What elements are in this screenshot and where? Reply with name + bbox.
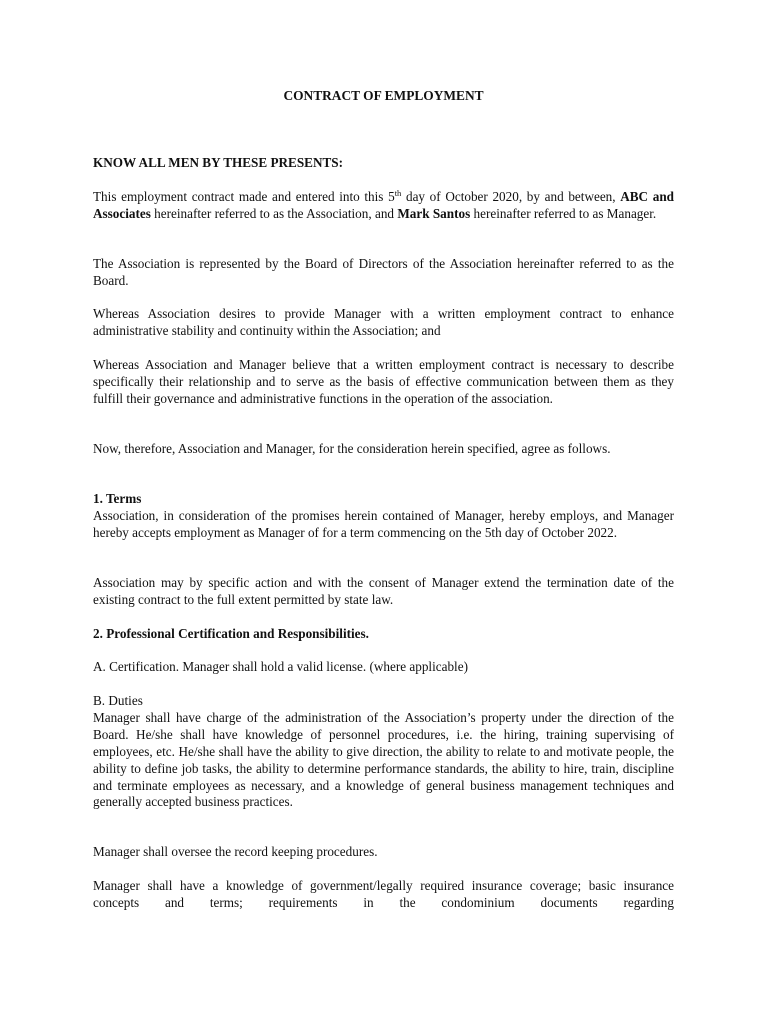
intro-part4: hereinafter referred to as Manager.: [470, 205, 657, 221]
section-terms-heading: 1. Terms: [93, 491, 142, 506]
intro-part3: hereinafter referred to as the Association, and: [150, 205, 398, 221]
intro-superscript: th: [394, 188, 402, 198]
extension-paragraph: Association may by specific action and with the consent of Manager extend the termination date of the existing contract to the full extent permitted by state law.: [93, 575, 674, 607]
therefore-paragraph: Now, therefore, Association and Manager, for the consideration herein specified, agree as follows.: [93, 441, 611, 456]
section-duties: [93, 693, 674, 811]
whereas-paragraph-2: Whereas Association and Manager believe that a written employment contract is necessary to describe specifically their relationship and to serve as the basis of effective communication between them as they fulfill their governance and administrative functions in the operation of the association.: [93, 357, 674, 406]
party-association-name: ABC and Associates: [93, 189, 674, 221]
certification-paragraph: A. Certification. Manager shall hold a valid license. (where applicable): [93, 659, 468, 674]
preamble: KNOW ALL MEN BY THESE PRESENTS:: [93, 155, 344, 170]
board-paragraph: The Association is represented by the Board of Directors of the Association hereinafter referred to as the Board.: [93, 256, 674, 288]
section-certification-heading: 2. Professional Certification and Responsibilities.: [93, 626, 369, 641]
whereas-paragraph-1: Whereas Association desires to provide Manager with a written employment contract to enhance administrative stability and continuity within the Association; and: [93, 306, 674, 338]
party-manager-name: Mark Santos: [397, 205, 471, 221]
section-terms-body: Association, in consideration of the promises herein contained of Manager, hereby employs, and Manager hereby accepts employment as Manager of for a term commencing on the 5th day of October 2022.: [93, 507, 674, 540]
record-keeping-paragraph: Manager shall oversee the record keeping procedures.: [93, 844, 378, 859]
intro-part1: This employment contract made and entered into this 5: [93, 189, 395, 204]
document-page: [93, 0, 674, 1024]
section-terms: [93, 491, 674, 542]
insurance-paragraph: Manager shall have a knowledge of government/legally required insurance coverage; basic insurance concepts and terms; requirements in the condominium documents regarding: [93, 878, 674, 910]
duties-body: Manager shall have charge of the administration of the Association’s property under the direction of the Board. He/she shall have knowledge of personnel procedures, i.e. the hiring, training supervising of employees, etc. He/she shall have the ability to give direction, the ability to relate to and motivate people, the ability to define job tasks, the ability to determine performance standards, the ability to hire, train, discipline and terminate employees as necessary, and a knowledge of general business management techniques and generally accepted business practices.: [93, 709, 674, 810]
intro-part2: day of October 2020, by and between,: [401, 189, 621, 204]
intro-paragraph: [93, 189, 674, 223]
document-title: CONTRACT OF EMPLOYMENT: [283, 88, 484, 103]
duties-heading: B. Duties: [93, 693, 143, 708]
